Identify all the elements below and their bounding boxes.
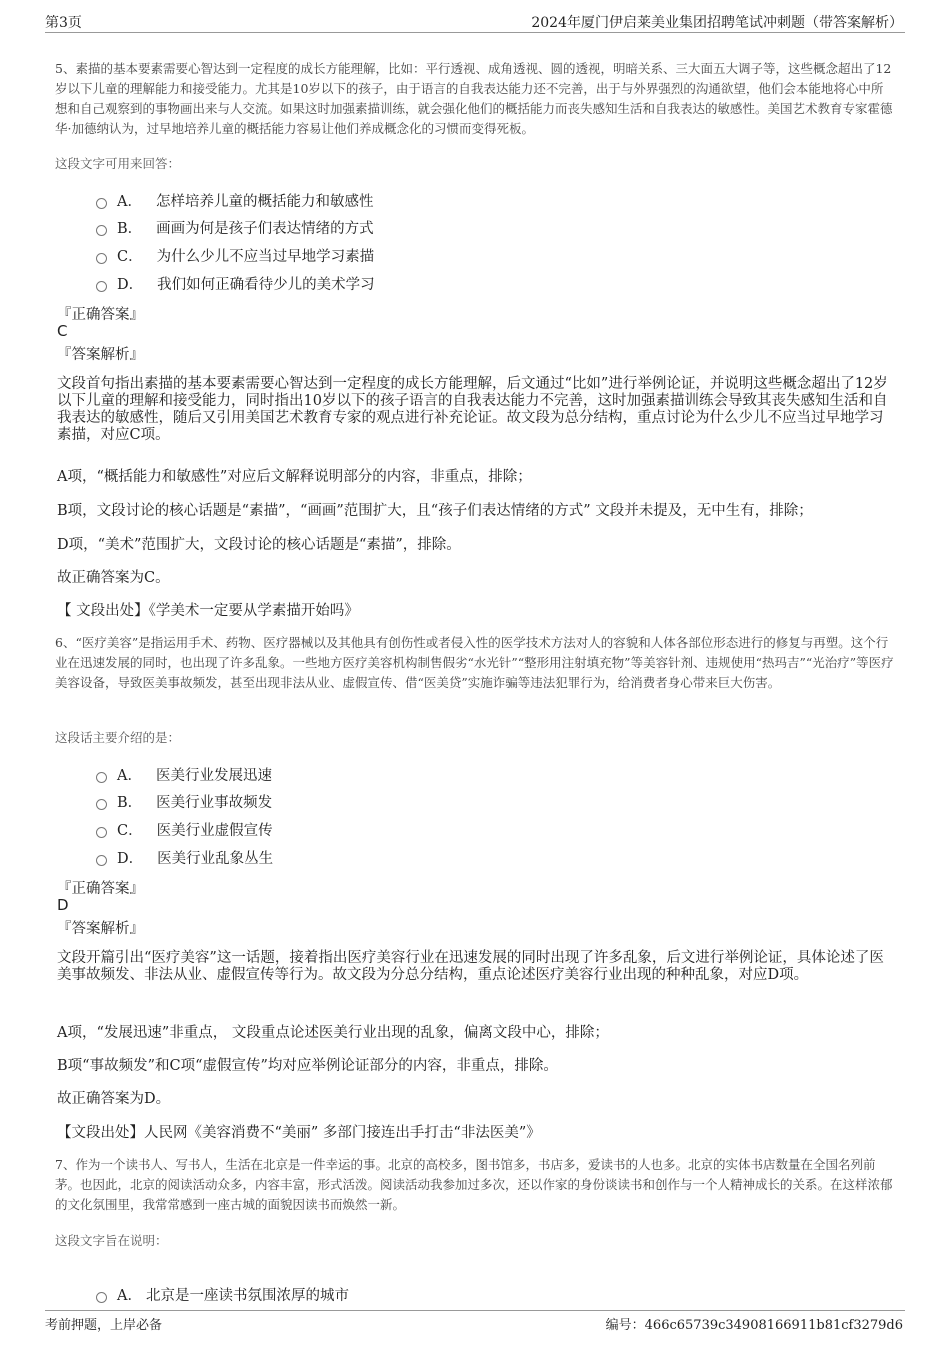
- header-divider: [45, 32, 905, 33]
- q5-stem: 这段文字可用来回答：: [55, 156, 181, 171]
- q5-option-d[interactable]: [96, 273, 375, 294]
- option-letter: A．: [117, 1288, 142, 1304]
- option-letter: D．: [117, 851, 144, 867]
- option-letter: A．: [117, 194, 142, 210]
- q6-answer-label: 『正确答案』: [57, 881, 144, 897]
- option-letter: C．: [117, 823, 143, 839]
- q6-passage: 6、“医疗美容”是指运用手术、药物、医疗器械以及其他具有创伤性或者侵入性的医学技术方法对人的容貌和人体各部位形态进行的修复与再塑。这个行业在迅速发展的同时，也出现了许多乱象。一些地方医疗美容机构制售假劣“水光针”“整形用注射填充物”等美容针剂、违规使用“热玛吉”“光治疗”等医疗美容设备，导致医美事故频发，甚至出现非法从业、虚假宣传、借“医美贷”实施诈骗等违法犯罪行为，给消费者身心带来巨大伤害。: [55, 635, 894, 690]
- q7-stem: 这段文字旨在说明：: [55, 1233, 168, 1248]
- option-text: 医美行业虚假宣传: [156, 823, 273, 839]
- radio-icon[interactable]: [96, 799, 107, 810]
- q5-analysis: 文段首句指出素描的基本要素需要心智达到一定程度的成长方能理解，后文通过“比如”进行举例论证，并说明这些概念超出了12岁以下儿童的理解和接受能力，同时指出10岁以下的孩子语言的自我表达能力不完善，这时加强素描训练会导致其丧失感知生活和自我表达的敏感性，随后又引用美国艺术教育专家的观点进行补充论证。故文段为总分结构，重点讨论为什么少儿不应当过早地学习素描，对应C项。: [57, 376, 888, 443]
- radio-icon[interactable]: [96, 855, 107, 866]
- q6-answer: D: [57, 896, 69, 914]
- document-title: 2024年厦门伊启莱美业集团招聘笔试冲刺题（带答案解析）: [531, 15, 903, 31]
- q5-option-b[interactable]: [96, 217, 374, 238]
- q5-passage: 5、素描的基本要素需要心智达到一定程度的成长方能理解，比如：平行透视、成角透视、圆的透视，明暗关系、三大面五大调子等，这些概念超出了12岁以下儿童的理解能力和接受能力。尤其是10岁以下的孩子，由于语言的自我表达能力还不完善，出于与外界强烈的沟通欲望，他们会本能地将心中所想和自己观察到的事物画出来与人交流。如果这时加强素描训练，就会强化他们的概括能力而丧失感知生活和自我表达的敏感性。美国艺术教育专家霍德华·加德纳认为，过早地培养儿童的概括能力容易让他们养成概念化的习惯而变得死板。: [55, 61, 893, 136]
- option-text: 我们如何正确看待少儿的美术学习: [157, 277, 375, 293]
- q5-analysis-label: 『答案解析』: [57, 347, 144, 363]
- option-letter: C．: [117, 249, 143, 265]
- q5-option-a[interactable]: [96, 190, 373, 211]
- option-text: 为什么少儿不应当过早地学习素描: [156, 249, 375, 265]
- q6-option-a[interactable]: [96, 764, 272, 785]
- radio-icon[interactable]: [96, 281, 107, 292]
- option-letter: B．: [117, 221, 143, 237]
- q5-answer-label: 『正确答案』: [57, 307, 144, 323]
- q6-option-d[interactable]: [96, 847, 273, 868]
- option-text: 画画为何是孩子们表达情绪的方式: [156, 221, 374, 237]
- q7-passage: 7、作为一个读书人、写书人，生活在北京是一件幸运的事。北京的高校多，图书馆多，书店多，爱读书的人也多。北京的实体书店数量在全国名列前茅。也因此，北京的阅读活动众多，内容丰富，形式活泼。阅读活动我参加过多次，还以作家的身份谈读书和创作与一个人精神成长的关系。在这样浓郁的文化氛围里，我常常感到一座古城的面貌因读书而焕然一新。: [55, 1157, 893, 1212]
- q7-option-a[interactable]: [96, 1284, 349, 1305]
- option-text: 医美行业事故频发: [156, 795, 273, 811]
- q5-option-c[interactable]: [96, 245, 374, 266]
- q5-note-d: D项，“美术”范围扩大，文段讨论的核心话题是“素描”，排除。: [57, 537, 461, 553]
- q5-answer: C: [57, 322, 68, 340]
- radio-icon[interactable]: [96, 1292, 107, 1303]
- page-number: 第3页: [45, 15, 82, 31]
- q6-analysis-label: 『答案解析』: [57, 921, 144, 937]
- q6-note-bc: B项“事故频发”和C项“虚假宣传”均对应举例论证部分的内容，非重点，排除。: [57, 1058, 558, 1074]
- document-code: 编号：466c65739c34908166911b81cf3279d6: [605, 1318, 903, 1333]
- q6-option-b[interactable]: [96, 791, 272, 812]
- option-text: 医美行业乱象丛生: [157, 851, 274, 867]
- q5-conclusion: 故正确答案为C。: [57, 570, 170, 586]
- radio-icon[interactable]: [96, 772, 107, 783]
- q6-stem: 这段话主要介绍的是：: [55, 730, 181, 745]
- option-text: 医美行业发展迅速: [155, 768, 272, 784]
- q5-note-a: A项，“概括能力和敏感性”对应后文解释说明部分的内容，非重点，排除；: [57, 469, 532, 485]
- radio-icon[interactable]: [96, 225, 107, 236]
- q6-analysis: 文段开篇引出“医疗美容”这一话题，接着指出医疗美容行业在迅速发展的同时出现了许多乱象，后文进行举例论证，具体论述了医美事故频发、非法从业、虚假宣传等行为。故文段为分总分结构，重点论述医疗美容行业出现的种种乱象，对应D项。: [57, 950, 884, 983]
- option-letter: B．: [117, 795, 143, 811]
- option-text: 怎样培养儿童的概括能力和敏感性: [155, 194, 374, 210]
- footer-divider: [45, 1310, 905, 1311]
- q6-source: 【文段出处】人民网《美容消费不“美丽” 多部门接连出手打击“非法医美”》: [57, 1125, 541, 1141]
- q5-source: 【 文段出处】《学美术一定要从学素描开始吗》: [57, 603, 359, 619]
- q6-conclusion: 故正确答案为D。: [57, 1091, 171, 1107]
- q5-note-b: B项，文段讨论的核心话题是“素描”，“画画”范围扩大，且“孩子们表达情绪的方式” 文段并未提及，无中生有，排除；: [57, 503, 813, 519]
- radio-icon[interactable]: [96, 827, 107, 838]
- option-letter: D．: [117, 277, 144, 293]
- q6-note-a: A项，“发展迅速”非重点， 文段重点论述医美行业出现的乱象，偏离文段中心，排除；: [57, 1025, 609, 1041]
- footer-slogan: 考前押题，上岸必备: [45, 1318, 163, 1333]
- radio-icon[interactable]: [96, 198, 107, 209]
- q6-option-c[interactable]: [96, 819, 273, 840]
- option-text: 北京是一座读书氛围浓厚的城市: [145, 1288, 349, 1304]
- radio-icon[interactable]: [96, 253, 107, 264]
- option-letter: A．: [117, 768, 142, 784]
